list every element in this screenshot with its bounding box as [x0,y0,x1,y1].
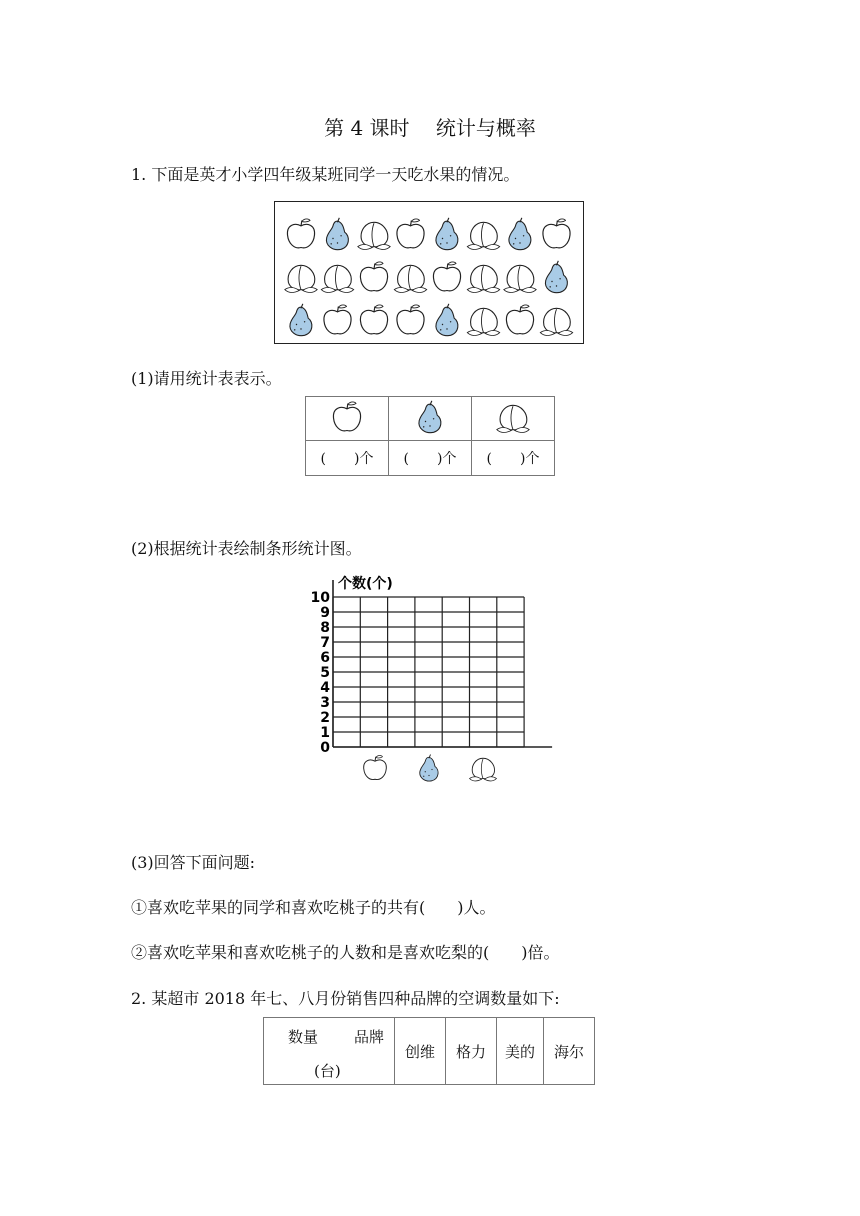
header-qty: 数量 [288,1028,319,1046]
peach-icon [540,308,572,335]
peach-icon [321,265,353,292]
pear-icon [436,304,458,336]
fruit-grid [275,202,583,345]
apple-icon [433,262,460,291]
y-tick-label: 3 [320,695,330,711]
q1-sub2: ②喜欢吃苹果和喜欢吃桃子的人数和是喜欢吃梨的( )倍。 [131,943,560,962]
pear-icon [545,261,567,293]
peach-icon [504,265,536,292]
bar-chart-grid [300,570,560,785]
apple-icon [364,755,387,779]
brand-cell: 创维 [395,1018,446,1085]
y-tick-label: 2 [320,710,330,726]
table-cell-apple [306,397,389,441]
brand-cell: 格力 [446,1018,497,1085]
apple-icon [506,305,533,334]
peach-icon [394,265,426,292]
pear-icon [420,755,438,782]
y-tick-label: 6 [320,650,330,666]
pear-count-blank[interactable]: ( )个 [389,441,472,476]
fruit-grid-svg [275,202,581,341]
aircon-table [263,1017,595,1085]
brand-cell: 海尔 [544,1018,595,1085]
apple-icon [329,399,365,435]
apple-icon [324,305,351,334]
fruit-picture-box [274,201,584,344]
y-tick-label: 5 [320,665,330,681]
header-unit: (台) [314,1062,341,1080]
y-tick-label: 8 [320,620,330,636]
y-tick-label: 4 [320,680,330,696]
pear-icon [412,399,448,435]
q1-part2: (2)根据统计表绘制条形统计图。 [131,539,362,558]
apple-icon [397,219,424,248]
apple-icon [287,219,314,248]
table-cell-peach [472,397,555,441]
brand-cell: 美的 [497,1018,544,1085]
peach-count-blank[interactable]: ( )个 [472,441,555,476]
q1-part1: (1)请用统计表表示。 [131,369,282,388]
q1-intro: 1. 下面是英才小学四年级某班同学一天吃水果的情况。 [131,165,520,184]
y-tick-label: 1 [320,725,330,741]
y-tick-label: 9 [320,605,330,621]
peach-icon [467,222,499,249]
y-tick-label: 10 [310,590,330,606]
apple-icon [397,305,424,334]
page-title: 第 4 课时 统计与概率 [324,116,536,140]
apple-count-blank[interactable]: ( )个 [306,441,389,476]
peach-icon [358,222,390,249]
pear-icon [509,218,531,250]
y-tick-label: 0 [320,740,330,756]
q2-intro: 2. 某超市 2018 年七、八月份销售四种品牌的空调数量如下: [131,989,560,1008]
pear-icon [290,304,312,336]
apple-icon [360,305,387,334]
pear-icon [436,218,458,250]
header-brand: 品牌 [353,1028,384,1046]
y-tick-label: 7 [320,635,330,651]
fruit-count-table [305,396,555,476]
apple-icon [543,219,570,248]
pear-icon [326,218,348,250]
q1-sub1: ①喜欢吃苹果的同学和喜欢吃桃子的共有( )人。 [131,898,496,917]
table-cell-pear [389,397,472,441]
q1-part3: (3)回答下面问题: [131,853,256,872]
chart-ylabel: 个数(个) [338,576,393,592]
peach-icon [470,758,497,781]
peach-icon [495,399,531,435]
apple-icon [360,262,387,291]
peach-icon [467,265,499,292]
peach-icon [285,265,317,292]
peach-icon [467,308,499,335]
table-header-diagonal [264,1018,395,1085]
